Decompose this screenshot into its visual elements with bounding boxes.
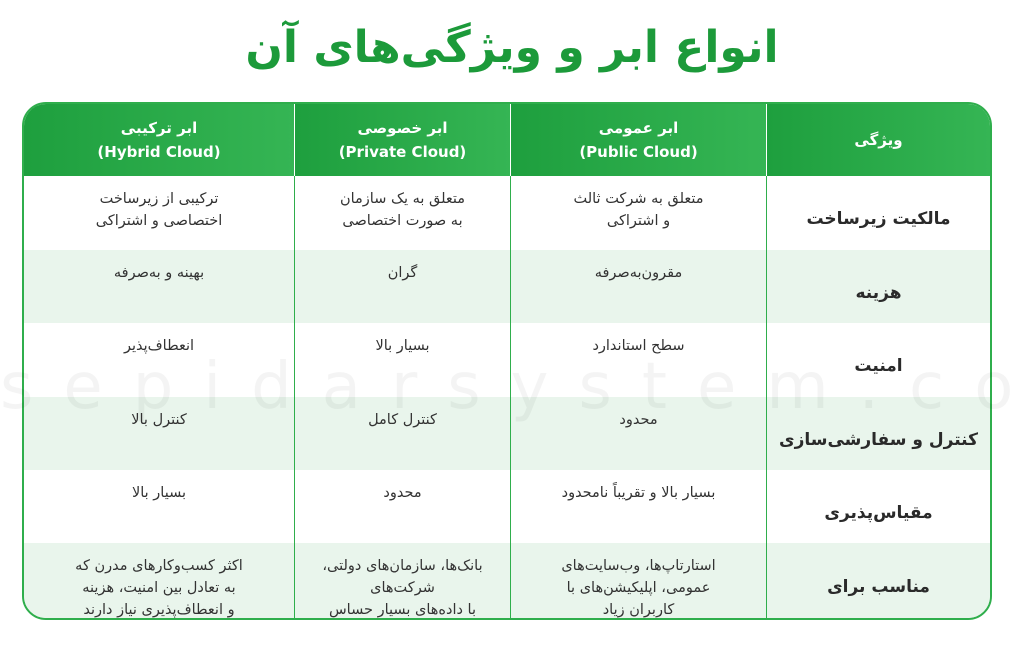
cloud-comparison-table xyxy=(22,102,992,620)
hybrid-suitable-for xyxy=(24,543,294,618)
public-scalability: بسیار بالا و تقریباً نامحدود xyxy=(510,470,766,543)
public-ownership: متعلق به شرکت ثالث و اشتراکی xyxy=(510,176,766,250)
feature-suitable-for: مناسب برای xyxy=(766,543,990,618)
header-private-en: (Private Cloud) xyxy=(338,143,467,161)
hybrid-control: کنترل بالا xyxy=(24,397,294,470)
public-suitable-for-text: استارتاپ‌ها، وب‌سایت‌های عمومی، اپلیکیشن‌های با کاربران زیاد xyxy=(561,558,716,618)
public-cost: مقرون‌به‌صرفه xyxy=(510,250,766,323)
private-control: کنترل کامل xyxy=(294,397,510,470)
public-suitable-for xyxy=(510,543,766,618)
header-public-en: (Public Cloud) xyxy=(579,143,698,161)
header-private-fa: ابر خصوصی xyxy=(357,119,448,137)
header-public-cloud xyxy=(510,104,766,176)
hybrid-suitable-for-text: اکثر کسب‌وکارهای مدرن که به تعادل بین امنیت، هزینه و انعطاف‌پذیری نیاز دارند xyxy=(75,558,243,618)
feature-scalability: مقیاس‌پذیری xyxy=(766,470,990,543)
private-scalability: محدود xyxy=(294,470,510,543)
private-cost: گران xyxy=(294,250,510,323)
private-suitable-for-text: بانک‌ها، سازمان‌های دولتی، شرکت‌های با داده‌های بسیار حساس xyxy=(322,558,483,618)
feature-ownership: مالکیت زیرساخت xyxy=(766,176,990,250)
public-security: سطح استاندارد xyxy=(510,323,766,397)
private-ownership: متعلق به یک سازمان به صورت اختصاصی xyxy=(294,176,510,250)
private-security: بسیار بالا xyxy=(294,323,510,397)
hybrid-cost: بهینه و به‌صرفه xyxy=(24,250,294,323)
header-hybrid-cloud xyxy=(24,104,294,176)
header-hybrid-fa: ابر ترکیبی xyxy=(120,119,198,137)
hybrid-security: انعطاف‌پذیر xyxy=(123,338,195,354)
private-suitable-for xyxy=(294,543,510,618)
public-control: محدود xyxy=(510,397,766,470)
hybrid-scalability: بسیار بالا xyxy=(131,485,187,501)
header-feature xyxy=(766,104,990,176)
feature-cost: هزینه xyxy=(766,250,990,323)
header-public-fa: ابر عمومی xyxy=(598,119,679,137)
table-grid xyxy=(24,104,990,618)
header-hybrid-en: (Hybrid Cloud) xyxy=(97,143,221,161)
page-title: انواع ابر و ویژگی‌های آن xyxy=(245,22,779,73)
header-private-cloud xyxy=(294,104,510,176)
header-feature-label: ویژگی xyxy=(854,131,903,149)
feature-control: کنترل و سفارشی‌سازی xyxy=(766,397,990,470)
feature-security: امنیت xyxy=(766,323,990,397)
hybrid-ownership: ترکیبی از زیرساخت اختصاصی و اشتراکی xyxy=(95,191,223,229)
